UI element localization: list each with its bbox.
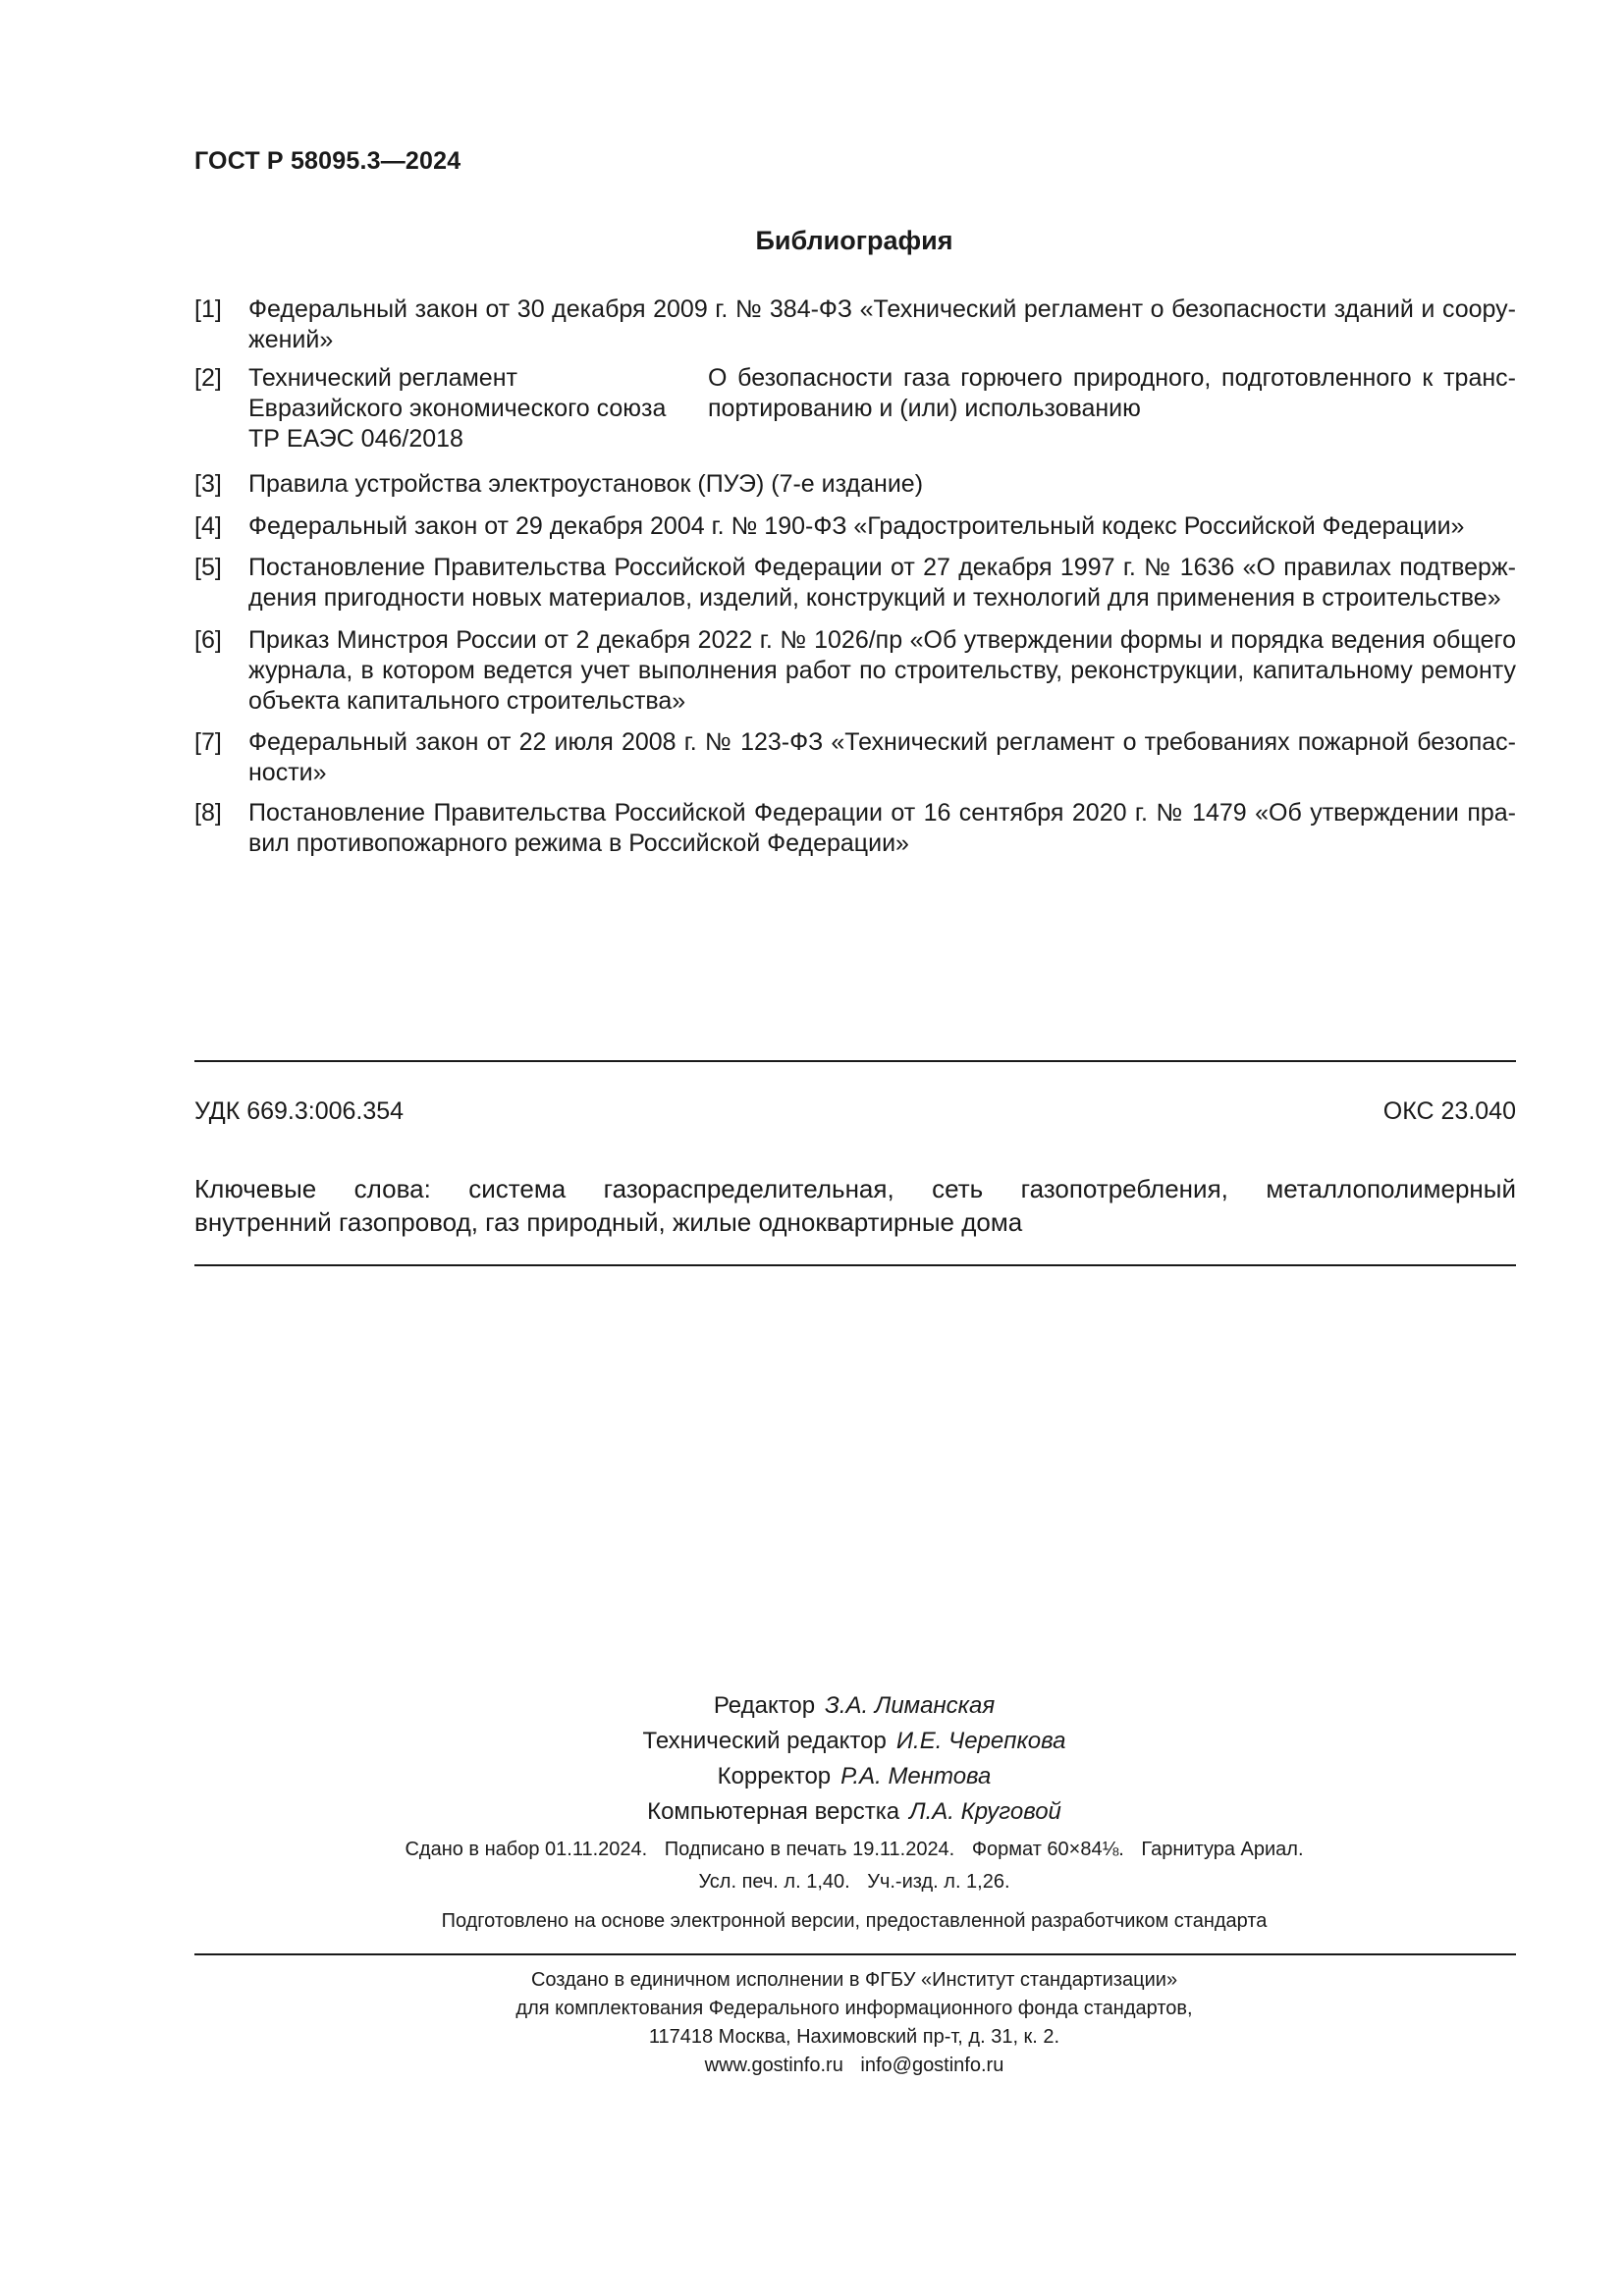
standard-code: ГОСТ Р 58095.3—2024 [194, 147, 461, 175]
bib-regulation-subject [708, 363, 1516, 424]
bib-number: [8] [194, 799, 222, 827]
prepared-note: Подготовлено на основе электронной версии, предоставленной разработчиком стандарта [441, 1910, 1268, 1932]
bib-text: Приказ Минстроя России от 2 декабря 2022 г. № 1026/пр «Об утверждении формы и порядка ведения общего [248, 626, 1516, 654]
format: Формат 60×84⅛. [971, 1839, 1124, 1860]
bib-number: [2] [194, 364, 222, 392]
bibliography-item-2 [194, 363, 1516, 456]
keywords-line: внутренний газопровод, газ природный, жилые одноквартирные дома [194, 1207, 1023, 1237]
bib-text: Евразийского экономического союза [248, 395, 667, 422]
publisher-imprint [0, 1966, 1624, 2080]
credit-name: З.А. Лиманская [825, 1692, 996, 1719]
edition-sheets: Уч.-изд. л. 1,26. [867, 1871, 1010, 1893]
bib-text: Федеральный закон от 29 декабря 2004 г. № 190-ФЗ «Градостроительный кодекс Российской Федерации» [248, 512, 1465, 540]
bib-text: Федеральный закон от 30 декабря 2009 г. № 384-ФЗ «Технический регламент о безопасности зданий и соору- [248, 295, 1516, 323]
bib-text: Правила устройства электроустановок (ПУЭ) (7-е издание) [248, 470, 924, 498]
bibliography-item-5 [194, 553, 1516, 614]
submitted-date: Сдано в набор 01.11.2024. [405, 1839, 648, 1860]
divider [194, 1060, 1516, 1062]
print-sheets: Усл. печ. л. 1,40. [698, 1871, 850, 1893]
bibliography-item-3 [194, 469, 1516, 500]
bib-text: ности» [248, 759, 327, 786]
bib-number: [4] [194, 512, 222, 540]
bibliography-item-7 [194, 727, 1516, 788]
credit-line [0, 1759, 1624, 1794]
imprint-line: для комплектования Федерального информационного фонда стандартов, [515, 1998, 1193, 2019]
credit-name: Р.А. Ментова [840, 1763, 992, 1789]
bib-text: Постановление Правительства Российской Федерации от 16 сентября 2020 г. № 1479 «Об утверждении пра- [248, 799, 1516, 827]
bib-number: [1] [194, 295, 222, 323]
bib-number: [5] [194, 554, 222, 581]
credit-line [0, 1724, 1624, 1759]
website-link[interactable]: www.gostinfo.ru [704, 2055, 843, 2076]
bib-number: [6] [194, 626, 222, 654]
bib-text: Технический регламент [248, 364, 517, 392]
print-info [0, 1834, 1624, 1898]
bib-text: жений» [248, 326, 334, 353]
bibliography-item-6 [194, 625, 1516, 717]
credit-line [0, 1794, 1624, 1830]
oks-code: ОКС 23.040 [1382, 1097, 1516, 1125]
bib-text: журнала, в котором ведется учет выполнения работ по строительству, реконструкции, капитальному ремонту [248, 657, 1516, 684]
bib-number: [7] [194, 728, 222, 756]
email-link[interactable]: info@gostinfo.ru [860, 2055, 1004, 2076]
keywords-line: Ключевые слова: система газораспределительная, сеть газопотребления, металлополимерный [194, 1174, 1516, 1203]
bib-text: О безопасности газа горючего природного, подготовленного к транс- [708, 364, 1516, 392]
bib-text: Федеральный закон от 22 июля 2008 г. № 123-ФЗ «Технический регламент о требованиях пожарной безопас- [248, 728, 1516, 756]
bibliography-item-1 [194, 294, 1516, 355]
bib-text: дения пригодности новых материалов, изделий, конструкций и технологий для применения в строительстве» [248, 584, 1501, 612]
bib-text: объекта капитального строительства» [248, 687, 686, 715]
bibliography-item-4 [194, 511, 1516, 542]
typeface: Гарнитура Ариал. [1141, 1839, 1304, 1860]
imprint-line: 117418 Москва, Нахимовский пр-т, д. 31, к. 2. [648, 2026, 1060, 2048]
credit-role: Технический редактор [642, 1728, 887, 1754]
bib-regulation-title [248, 363, 680, 454]
credit-name: И.Е. Черепкова [895, 1728, 1066, 1754]
udk-code: УДК 669.3:006.354 [194, 1097, 405, 1125]
bib-text: вил противопожарного режима в Российской Федерации» [248, 829, 909, 857]
bib-number: [3] [194, 470, 222, 498]
section-title: Библиография [755, 226, 953, 255]
bibliography-item-8 [194, 798, 1516, 859]
signed-date: Подписано в печать 19.11.2024. [664, 1839, 955, 1860]
credit-line [0, 1688, 1624, 1724]
divider [194, 1264, 1516, 1266]
bib-text: Постановление Правительства Российской Федерации от 27 декабря 1997 г. № 1636 «О правилах подтверж- [248, 554, 1516, 581]
divider [194, 1953, 1516, 1955]
imprint-line: Создано в единичном исполнении в ФГБУ «Институт стандартизации» [530, 1969, 1178, 1991]
credit-role: Редактор [713, 1692, 816, 1719]
credit-role: Компьютерная верстка [647, 1798, 900, 1825]
editorial-credits [0, 1688, 1624, 1830]
bib-text: ТР ЕАЭС 046/2018 [248, 425, 463, 453]
bib-text: портированию и (или) использованию [708, 395, 1141, 422]
credit-name: Л.А. Круговой [909, 1798, 1061, 1825]
credit-role: Корректор [717, 1763, 832, 1789]
keywords [194, 1172, 1516, 1239]
